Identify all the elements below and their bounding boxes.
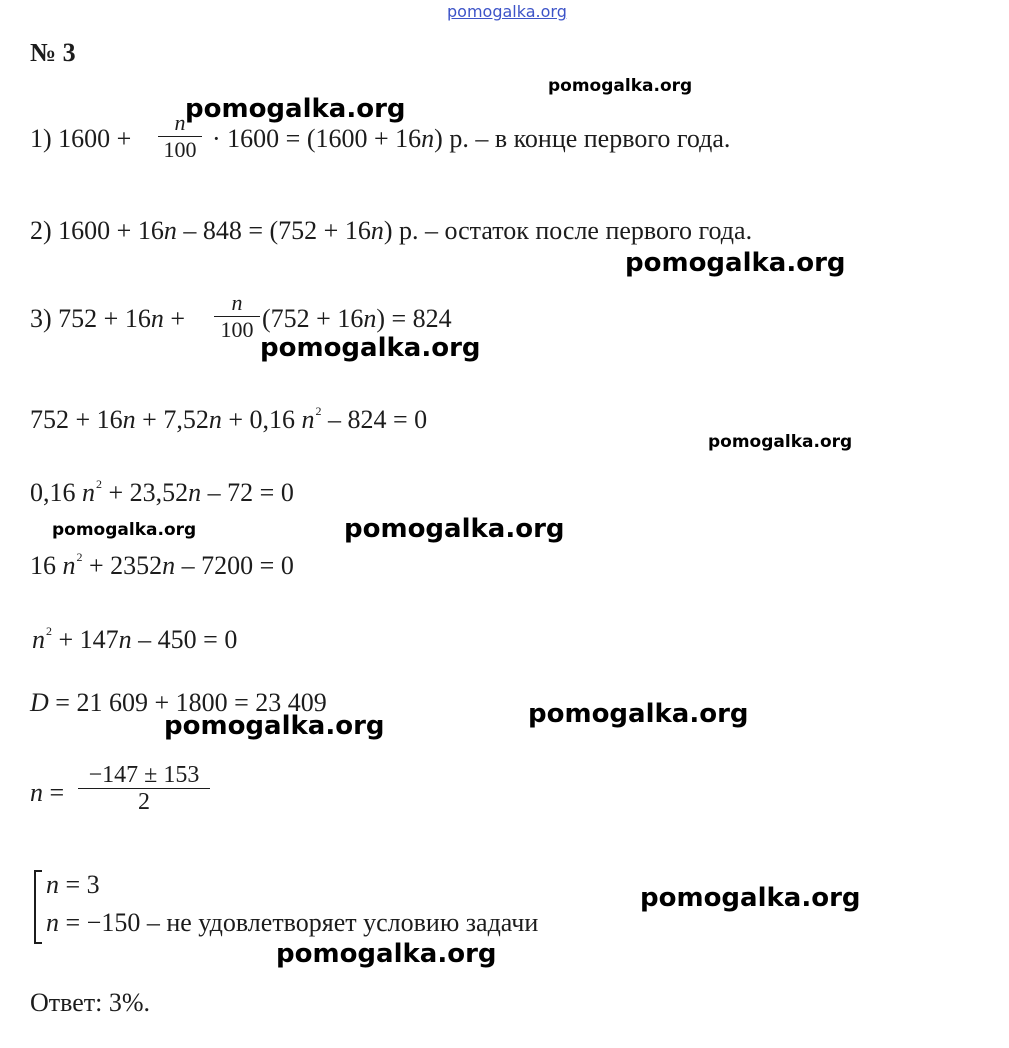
step-2-a: 2) 1600 + 16 xyxy=(30,216,164,245)
variable-n: n xyxy=(421,124,435,153)
discriminant-value: = 21 609 + 1800 = 23 409 xyxy=(48,688,327,717)
watermark: pomogalka.org xyxy=(640,883,861,913)
variable-n: n xyxy=(301,405,315,434)
root-1: = 3 xyxy=(59,870,100,899)
eq1-b: + 7,52 xyxy=(135,405,209,434)
eq3-b: + 2352 xyxy=(82,551,163,580)
variable-n: n xyxy=(370,216,384,245)
watermark: pomogalka.org xyxy=(52,520,197,540)
variable-n: n xyxy=(363,304,377,333)
variable-n: n xyxy=(62,551,76,580)
step-1 xyxy=(30,124,131,154)
system-line-1 xyxy=(46,870,100,900)
variable-n: n xyxy=(30,778,43,807)
step-3-fraction xyxy=(214,290,260,343)
variable-n: n xyxy=(32,625,45,654)
eq1-d: – 824 = 0 xyxy=(321,405,428,434)
eq3-c: – 7200 = 0 xyxy=(175,551,294,580)
roots-formula xyxy=(30,778,64,808)
step-3-b: + xyxy=(163,304,185,333)
step-3-rest xyxy=(262,304,452,334)
eq2-a: 0,16 xyxy=(30,478,82,507)
watermark: pomogalka.org xyxy=(164,711,385,741)
step-3-frac-denominator: 100 xyxy=(220,317,254,342)
equation-4 xyxy=(32,616,237,655)
variable-n: n xyxy=(150,304,164,333)
top-watermark-link[interactable]: pomogalka.org xyxy=(447,2,567,21)
variable-n: n xyxy=(162,551,176,580)
variable-n: n xyxy=(82,478,95,507)
watermark: pomogalka.org xyxy=(260,333,481,363)
step-1-rest-a: · 1600 = (1600 + 16 xyxy=(212,124,422,153)
variable-n: n xyxy=(46,908,59,937)
system-line-2 xyxy=(46,908,538,938)
roots-fraction xyxy=(78,762,210,815)
equation-2 xyxy=(30,469,294,508)
watermark: pomogalka.org xyxy=(528,699,749,729)
step-1-frac-numerator: n xyxy=(174,110,186,135)
variable-n: n xyxy=(208,405,222,434)
variable-n: n xyxy=(46,870,59,899)
equation-1 xyxy=(30,396,427,435)
step-1-frac-denominator: 100 xyxy=(163,137,197,162)
exponent-2: 2 xyxy=(76,550,83,564)
step-2 xyxy=(30,216,752,246)
roots-equals: = xyxy=(43,778,65,807)
variable-n: n xyxy=(122,405,136,434)
watermark: pomogalka.org xyxy=(548,76,693,96)
watermark: pomogalka.org xyxy=(344,514,565,544)
system-bracket xyxy=(34,870,42,944)
answer: Ответ: 3%. xyxy=(30,988,151,1017)
step-2-b: – 848 = (752 + 16 xyxy=(176,216,371,245)
step-1-rest-b: ) р. – в конце первого года. xyxy=(434,124,731,153)
eq1-a: 752 + 16 xyxy=(30,405,123,434)
step-3-c: (752 + 16 xyxy=(262,304,364,333)
step-3 xyxy=(30,304,185,334)
eq3-a: 16 xyxy=(30,551,63,580)
step-3-frac-numerator: n xyxy=(231,290,243,315)
watermark: pomogalka.org xyxy=(625,248,846,278)
variable-n: n xyxy=(118,625,132,654)
equation-3 xyxy=(30,542,294,581)
rejection-note: – не удовлетворяет условию задачи xyxy=(140,908,539,937)
watermark: pomogalka.org xyxy=(708,432,853,452)
step-3-a: 3) 752 + 16 xyxy=(30,304,151,333)
variable-n: n xyxy=(188,478,202,507)
step-3-d: ) = 824 xyxy=(376,304,452,333)
watermark: pomogalka.org xyxy=(185,94,406,124)
eq4-c: – 450 = 0 xyxy=(131,625,238,654)
watermark: pomogalka.org xyxy=(276,939,497,969)
exponent-2: 2 xyxy=(46,624,52,638)
exponent-2: 2 xyxy=(315,404,322,418)
roots-denominator: 2 xyxy=(138,789,150,815)
exponent-2: 2 xyxy=(96,477,102,491)
roots-numerator: −147 ± 153 xyxy=(88,762,200,788)
step-2-c: ) р. – остаток после первого года. xyxy=(383,216,753,245)
eq1-c: + 0,16 xyxy=(221,405,302,434)
variable-d: D xyxy=(30,688,49,717)
step-1-prefix: 1) 1600 + xyxy=(30,124,132,153)
eq4-b: + 147 xyxy=(52,625,119,654)
root-2: = −150 xyxy=(59,908,141,937)
eq2-c: – 72 = 0 xyxy=(201,478,294,507)
problem-number: № 3 xyxy=(30,38,76,67)
step-1-rest xyxy=(212,124,730,154)
eq2-b: + 23,52 xyxy=(102,478,189,507)
variable-n: n xyxy=(163,216,177,245)
